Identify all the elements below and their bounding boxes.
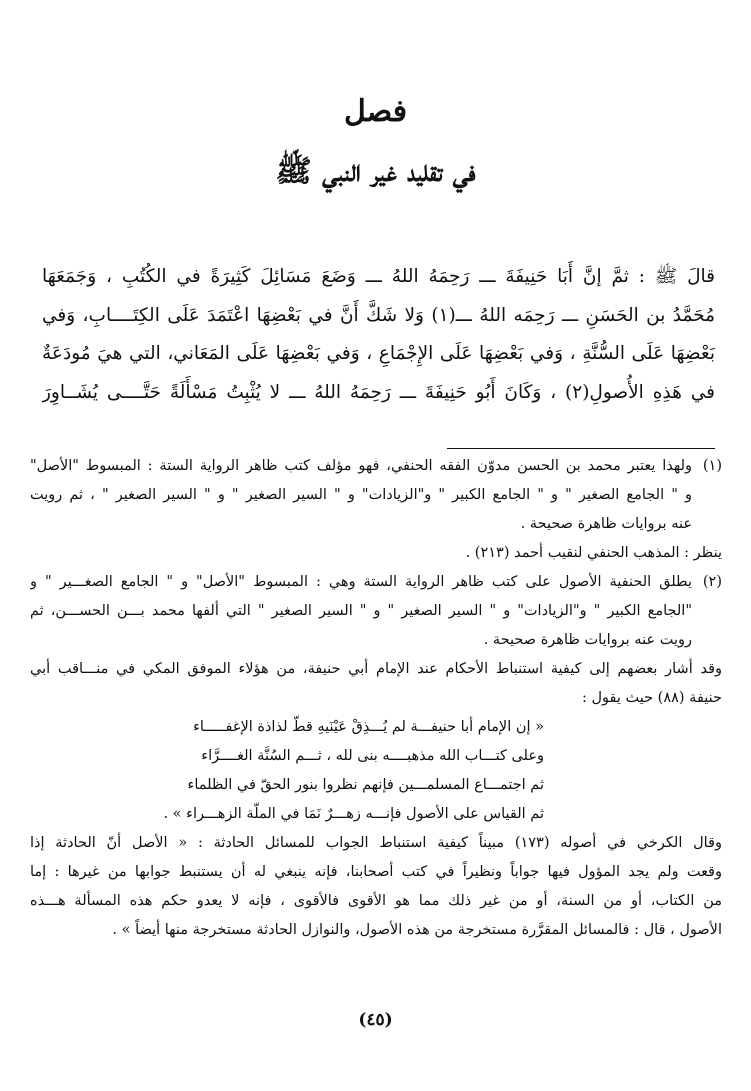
chapter-heading: فصل (343, 94, 408, 129)
footnote-paragraph-line: وقعت ولم يجد المؤول فيها جواباً ونظيراً في كتب أصحابنا، فإنه ينبغي له أن يستنبط جوابها من غيرها : إما (30, 864, 722, 880)
poem-verse: ثم اجتمـــاع المسلمـــين فإنهم نظروا بنور الحقّ في الظلماء (187, 777, 544, 793)
page-number: (٤٥) (358, 1010, 393, 1030)
footnote-paragraph-line: من الكتاب، أو من السنة، أو من غير ذلك مما هو الأقوى فالأقوى ، فإنه لا يعدو حكم هذه المسألة هـــذه (30, 893, 722, 909)
footnote-1 (30, 452, 722, 539)
footnote-line: رويت عنه بروايات ظاهرة صحيحة . (483, 632, 692, 648)
main-line: بَعْضِهَا عَلَى السُّنَّةِ ، وَفي بَعْضِهَا عَلَى الإِجْمَاعِ ، وَفي بَعْضِهَا عَلَى المَعَاني، التي هيَ مُودَعَةٌ (42, 343, 715, 364)
footnote-line: "الجامع الكبير " و"الزيادات" و " السير الصغير " و " السير الصغير " التي ألفها محمد بـــن الحســـن، ثم (30, 603, 692, 619)
footnote-paragraph-line: الأصول ، قال : فالمسائل المقرَّرة مستخرجة من هذه الأصول، والنوازل الحادثة مستخرجة منها أيضاً » . (112, 922, 722, 938)
footnote-line: عنه بروايات ظاهرة صحيحة . (520, 516, 692, 532)
poem-verse: وعلى كتـــاب الله مذهبــــه بنى لله ، ثـــم السُنَّة الغــــرَّاء (201, 748, 544, 764)
main-text (42, 258, 715, 412)
footnote-number: (٢) (702, 574, 722, 590)
poem-verse: « إن الإمام أبا حنيفـــة لم يُـــذِقْ عَيْنَيهِ قطّ لذاذة الإغفـــــاء (193, 719, 544, 735)
footnote-paragraph-line: حنيفة (٨٨) حيث يقول : (581, 690, 722, 706)
footnote-2 (30, 568, 722, 655)
footnote-reference: ينظر : المذهب الحنفي لنقيب أحمد (٢١٣) . (465, 545, 722, 561)
footnote-paragraph-line: وقد أشار بعضهم إلى كيفية استنباط الأحكام عند الإمام أبي حنيفة، من هؤلاء الموفق المكي في منـــاقب أبي (30, 661, 722, 677)
poem (30, 713, 722, 829)
footnote-line: ولهذا يعتبر محمد بن الحسن مدوّن الفقه الحنفي، فهو مؤلف كتب ظاهر الرواية الستة : المبسوط "الأصل" (30, 458, 692, 474)
main-line: مُحَمَّدُ بن الحَسَنِ ـــ رَحِمَه اللهُ ـــ(١) وَلا شَكَّ أَنَّ في بَعْضِهَا اعْتَمَدَ عَلَى الكِتَــــابِ، وَفي (42, 304, 715, 326)
footnote-line: يطلق الحنفية الأصول على كتب ظاهر الرواية الستة وهي : المبسوط "الأصل" و " الجامع الصغـــير " و (30, 574, 692, 590)
main-line: قالَ ﷺ : ثمَّ إنَّ أَبَا حَنِيفَةَ ـــ رَحِمَهُ اللهُ ـــ وَضَعَ مَسَائِلَ كَثِيرَةً في الكُتُبِ ، وَجَمَعَهَا (42, 266, 715, 287)
main-line: في هَذِهِ الأُصولِ(٢) ، وَكَانَ أَبُو حَنِيفَةَ ـــ رَحِمَهُ اللهُ ـــ لا يُثْبِتُ مَسْأَلَةً حَتَّــــى يُشَــاوِرَ (42, 381, 715, 403)
footnotes (30, 452, 722, 945)
poem-verse: ثم القياس على الأصول فإنـــه زهـــرٌ نَمَا في الملّة الزهـــراء » . (163, 806, 544, 822)
footnote-separator (447, 448, 715, 449)
footnote-number: (١) (702, 458, 722, 474)
footnote-line: و " الجامع الصغير " و " الجامع الكبير " و"الزيادات" و " السير الصغير " و " السير الصغير " ، ثم رويت (30, 487, 692, 503)
footnote-paragraph-line: وقال الكرخي في أصوله (١٧٣) مبيناً كيفية استنباط الجواب للمسائل الحادثة : « الأصل أنّ الحادثة إذا (30, 835, 722, 851)
chapter-subheading: في تقليد غير النبي ﷺ (275, 154, 476, 189)
